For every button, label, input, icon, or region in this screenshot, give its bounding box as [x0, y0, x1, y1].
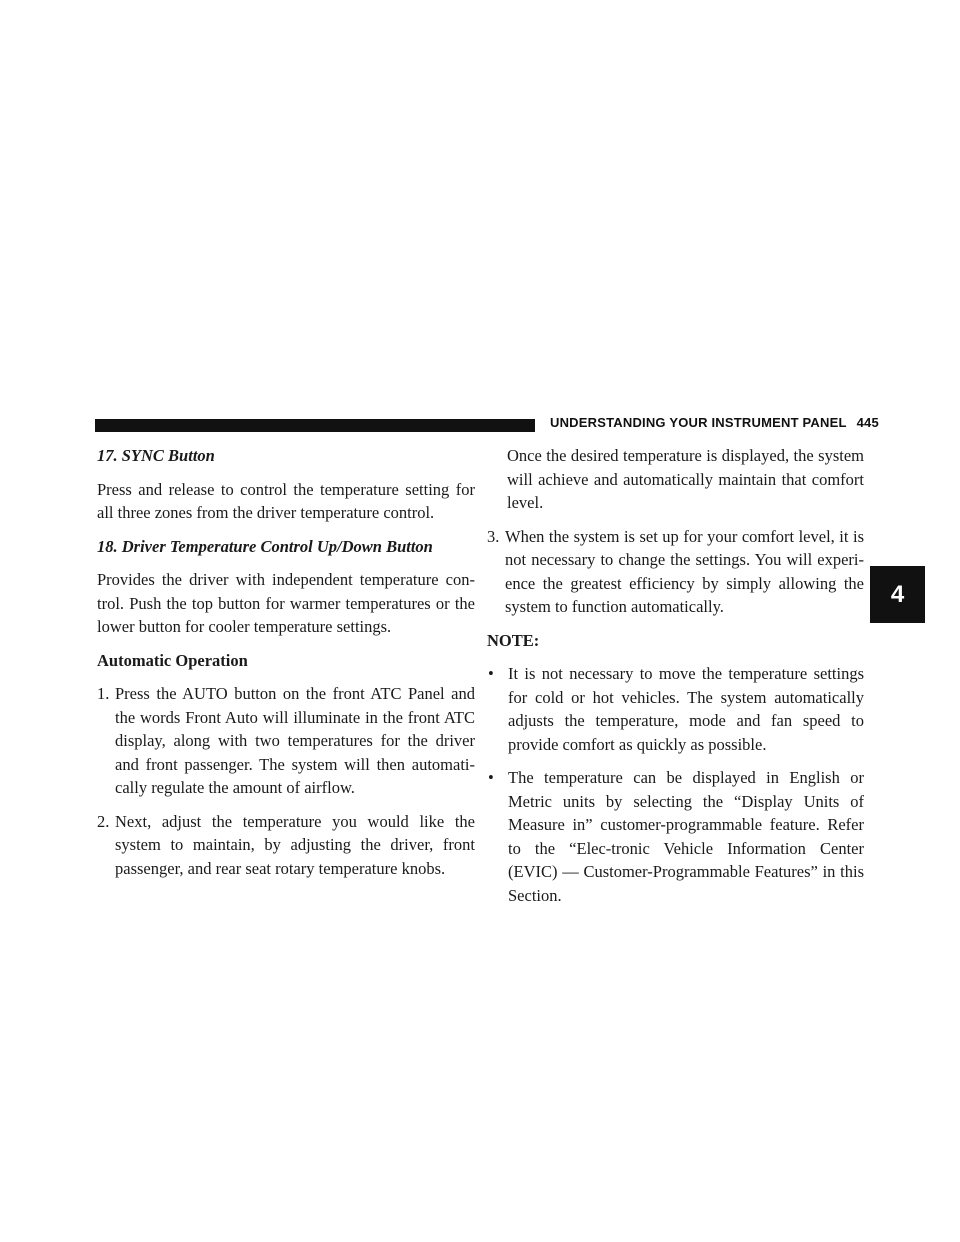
step-2-text: Next, adjust the temperature you would like the system to maintain, by adjusting the driver, front passenger, and rear seat rotary temperature knobs. [115, 811, 475, 878]
automatic-operation-heading: Automatic Operation [97, 650, 248, 670]
step-1-text: Press the AUTO button on the front ATC Panel and the words Front Auto will illuminate in the front ATC display, along with two temperatures for the driver and front passenger. The system will then automati-cally regulate the amount of airflow. [115, 684, 475, 797]
step-3-text: When the system is set up for your comfort level, it is not necessary to change the settings. You will experi-ence the greatest efficiency by simply allowing the system to function automatically. [505, 526, 864, 616]
note-bullet-2-text: The temperature can be displayed in English or Metric units by selecting the “Display Units of Measure in” customer-programmable feature. Refer to the “Elec-tronic Vehicle Information Center (EVIC) — Customer-Programmable Features” in this Section. [508, 768, 864, 905]
step-2-continued: Once the desired temperature is displayed, the system will achieve and automatically maintain that comfort level. [507, 446, 864, 512]
step-3-number: 3. [487, 526, 500, 546]
left-column [97, 444, 475, 890]
header-rule [95, 419, 535, 432]
bullet-icon: • [488, 664, 494, 683]
sync-button-text: Press and release to control the temperature setting for all three zones from the driver temperature control. [97, 479, 475, 522]
driver-temp-heading: 18. Driver Temperature Control Up/Down Button [97, 536, 433, 556]
driver-temp-text: Provides the driver with independent temperature con-trol. Push the top button for warmer temperatures or the lower button for cooler temperature settings. [97, 570, 475, 636]
bullet-icon: • [488, 768, 494, 787]
header-title: UNDERSTANDING YOUR INSTRUMENT PANEL [550, 415, 847, 430]
step-2 [97, 810, 475, 881]
note-label: NOTE: [487, 630, 540, 650]
step-1 [97, 682, 475, 800]
note-bullet-2 [487, 766, 864, 907]
step-2-number: 2. [97, 811, 110, 831]
sync-button-heading: 17. SYNC Button [97, 446, 215, 465]
note-bullet-1-text: It is not necessary to move the temperature settings for cold or hot vehicles. The system automatically adjusts the temperature, mode and fan speed to provide comfort as quickly as possible. [508, 664, 864, 754]
note-bullet-1 [487, 662, 864, 756]
right-column [487, 444, 864, 917]
step-1-number: 1. [97, 684, 110, 703]
page-number: 445 [856, 415, 879, 430]
running-header [550, 415, 879, 430]
chapter-tab: 4 [870, 566, 925, 623]
step-3 [487, 525, 864, 619]
